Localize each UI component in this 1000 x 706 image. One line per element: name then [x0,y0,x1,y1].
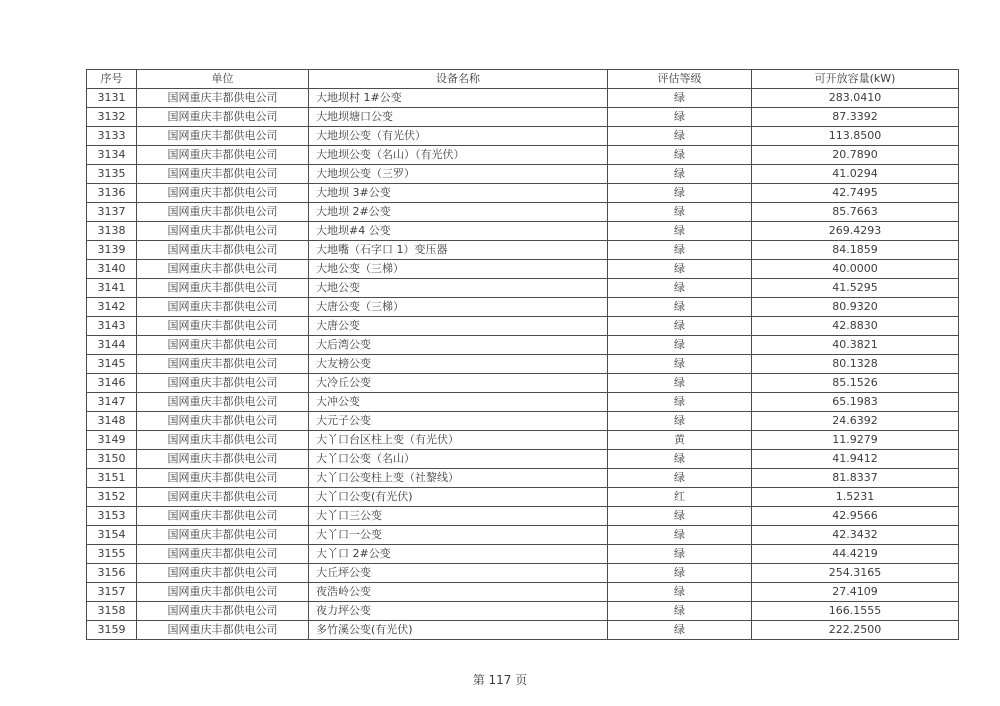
table-row [87,507,959,526]
cell-unit: 国网重庆丰都供电公司 [137,564,309,583]
cell-serial: 3142 [87,298,137,317]
cell-unit: 国网重庆丰都供电公司 [137,203,309,222]
cell-serial: 3148 [87,412,137,431]
cell-serial: 3150 [87,450,137,469]
cell-device-name: 大丫口 2#公变 [309,545,608,564]
cell-unit: 国网重庆丰都供电公司 [137,355,309,374]
cell-device-name: 大地坝村 1#公变 [309,89,608,108]
cell-capacity: 65.1983 [752,393,959,412]
cell-serial: 3141 [87,279,137,298]
cell-grade: 绿 [608,621,752,640]
table-row [87,355,959,374]
cell-serial: 3135 [87,165,137,184]
cell-grade: 绿 [608,355,752,374]
table-row [87,336,959,355]
cell-serial: 3143 [87,317,137,336]
cell-grade: 绿 [608,393,752,412]
column-header-capacity: 可开放容量(kW) [752,70,959,89]
cell-unit: 国网重庆丰都供电公司 [137,89,309,108]
cell-grade: 绿 [608,146,752,165]
cell-capacity: 42.8830 [752,317,959,336]
cell-serial: 3146 [87,374,137,393]
cell-device-name: 大丘坪公变 [309,564,608,583]
cell-grade: 绿 [608,89,752,108]
cell-unit: 国网重庆丰都供电公司 [137,165,309,184]
cell-unit: 国网重庆丰都供电公司 [137,488,309,507]
cell-device-name: 大地坝公变（三罗） [309,165,608,184]
cell-device-name: 大冷丘公变 [309,374,608,393]
cell-grade: 绿 [608,602,752,621]
cell-device-name: 大地坝 2#公变 [309,203,608,222]
cell-grade: 绿 [608,317,752,336]
cell-unit: 国网重庆丰都供电公司 [137,146,309,165]
cell-device-name: 大元子公变 [309,412,608,431]
table-row [87,564,959,583]
cell-unit: 国网重庆丰都供电公司 [137,450,309,469]
cell-grade: 绿 [608,222,752,241]
cell-grade: 绿 [608,203,752,222]
cell-serial: 3159 [87,621,137,640]
cell-device-name: 夜浩岭公变 [309,583,608,602]
column-header-grade: 评估等级 [608,70,752,89]
table-row [87,203,959,222]
table-row [87,374,959,393]
cell-grade: 绿 [608,583,752,602]
table-row [87,469,959,488]
cell-unit: 国网重庆丰都供电公司 [137,507,309,526]
cell-capacity: 20.7890 [752,146,959,165]
cell-capacity: 27.4109 [752,583,959,602]
cell-serial: 3149 [87,431,137,450]
cell-serial: 3136 [87,184,137,203]
cell-capacity: 42.3432 [752,526,959,545]
cell-unit: 国网重庆丰都供电公司 [137,602,309,621]
table-row [87,526,959,545]
cell-grade: 绿 [608,184,752,203]
cell-unit: 国网重庆丰都供电公司 [137,298,309,317]
cell-device-name: 大丫口公变（名山） [309,450,608,469]
cell-grade: 红 [608,488,752,507]
cell-device-name: 大地坝#4 公变 [309,222,608,241]
table-row [87,241,959,260]
table-row [87,89,959,108]
cell-unit: 国网重庆丰都供电公司 [137,374,309,393]
cell-serial: 3154 [87,526,137,545]
cell-capacity: 80.9320 [752,298,959,317]
table-row [87,602,959,621]
table-row [87,412,959,431]
cell-capacity: 41.0294 [752,165,959,184]
cell-device-name: 大冲公变 [309,393,608,412]
cell-device-name: 多竹溪公变(有光伏) [309,621,608,640]
cell-capacity: 113.8500 [752,127,959,146]
cell-serial: 3139 [87,241,137,260]
cell-grade: 绿 [608,241,752,260]
cell-device-name: 大地公变（三梯） [309,260,608,279]
cell-unit: 国网重庆丰都供电公司 [137,431,309,450]
cell-unit: 国网重庆丰都供电公司 [137,393,309,412]
table-row [87,108,959,127]
cell-capacity: 80.1328 [752,355,959,374]
cell-grade: 绿 [608,526,752,545]
cell-device-name: 大唐公变 [309,317,608,336]
cell-serial: 3140 [87,260,137,279]
cell-serial: 3152 [87,488,137,507]
cell-grade: 绿 [608,469,752,488]
cell-grade: 绿 [608,108,752,127]
cell-unit: 国网重庆丰都供电公司 [137,127,309,146]
table-row [87,165,959,184]
cell-device-name: 大地嘴（石字口 1）变压器 [309,241,608,260]
table-row [87,450,959,469]
cell-capacity: 283.0410 [752,89,959,108]
cell-grade: 绿 [608,260,752,279]
cell-grade: 绿 [608,127,752,146]
cell-unit: 国网重庆丰都供电公司 [137,279,309,298]
cell-grade: 绿 [608,564,752,583]
table-row [87,260,959,279]
cell-capacity: 42.7495 [752,184,959,203]
cell-capacity: 269.4293 [752,222,959,241]
cell-serial: 3144 [87,336,137,355]
cell-device-name: 大地坝 3#公变 [309,184,608,203]
cell-serial: 3151 [87,469,137,488]
cell-capacity: 85.7663 [752,203,959,222]
cell-capacity: 81.8337 [752,469,959,488]
cell-unit: 国网重庆丰都供电公司 [137,241,309,260]
cell-serial: 3132 [87,108,137,127]
cell-grade: 绿 [608,412,752,431]
cell-capacity: 254.3165 [752,564,959,583]
cell-capacity: 42.9566 [752,507,959,526]
cell-unit: 国网重庆丰都供电公司 [137,526,309,545]
cell-capacity: 1.5231 [752,488,959,507]
cell-serial: 3138 [87,222,137,241]
table-row [87,431,959,450]
cell-capacity: 44.4219 [752,545,959,564]
cell-device-name: 大唐公变（三梯） [309,298,608,317]
table-row [87,146,959,165]
table-row [87,222,959,241]
cell-serial: 3131 [87,89,137,108]
cell-serial: 3133 [87,127,137,146]
cell-grade: 绿 [608,507,752,526]
cell-capacity: 40.0000 [752,260,959,279]
cell-device-name: 大丫口公变(有光伏) [309,488,608,507]
table-row [87,621,959,640]
cell-capacity: 41.5295 [752,279,959,298]
cell-device-name: 大丫口公变柱上变（社黎线） [309,469,608,488]
cell-capacity: 166.1555 [752,602,959,621]
cell-device-name: 大丫口三公变 [309,507,608,526]
table-row [87,393,959,412]
cell-device-name: 大丫口台区柱上变（有光伏） [309,431,608,450]
cell-grade: 绿 [608,279,752,298]
cell-grade: 绿 [608,165,752,184]
table-row [87,298,959,317]
cell-capacity: 84.1859 [752,241,959,260]
cell-unit: 国网重庆丰都供电公司 [137,317,309,336]
cell-unit: 国网重庆丰都供电公司 [137,336,309,355]
cell-unit: 国网重庆丰都供电公司 [137,412,309,431]
cell-capacity: 41.9412 [752,450,959,469]
column-header-serial: 序号 [87,70,137,89]
cell-serial: 3145 [87,355,137,374]
table-row [87,317,959,336]
cell-grade: 黄 [608,431,752,450]
cell-capacity: 40.3821 [752,336,959,355]
cell-device-name: 大地坝塘口公变 [309,108,608,127]
cell-serial: 3147 [87,393,137,412]
cell-unit: 国网重庆丰都供电公司 [137,469,309,488]
cell-serial: 3134 [87,146,137,165]
cell-capacity: 24.6392 [752,412,959,431]
table-row [87,488,959,507]
column-header-unit: 单位 [137,70,309,89]
table-row [87,545,959,564]
cell-grade: 绿 [608,298,752,317]
cell-device-name: 大友榜公变 [309,355,608,374]
cell-serial: 3158 [87,602,137,621]
cell-device-name: 大地坝公变（有光伏） [309,127,608,146]
table-row [87,279,959,298]
cell-unit: 国网重庆丰都供电公司 [137,583,309,602]
cell-serial: 3153 [87,507,137,526]
table-header-row [87,70,959,89]
cell-unit: 国网重庆丰都供电公司 [137,222,309,241]
page-number: 第 117 页 [472,673,528,687]
cell-device-name: 大丫口一公变 [309,526,608,545]
cell-device-name: 夜力坪公变 [309,602,608,621]
cell-serial: 3156 [87,564,137,583]
cell-grade: 绿 [608,545,752,564]
table-row [87,127,959,146]
cell-device-name: 大地公变 [309,279,608,298]
cell-serial: 3157 [87,583,137,602]
cell-device-name: 大地坝公变（名山）（有光伏） [309,146,608,165]
cell-serial: 3137 [87,203,137,222]
cell-unit: 国网重庆丰都供电公司 [137,108,309,127]
cell-grade: 绿 [608,374,752,393]
table-row [87,583,959,602]
cell-grade: 绿 [608,336,752,355]
cell-unit: 国网重庆丰都供电公司 [137,184,309,203]
table-row [87,184,959,203]
cell-device-name: 大后湾公变 [309,336,608,355]
capacity-table [86,69,959,640]
cell-capacity: 85.1526 [752,374,959,393]
column-header-device: 设备名称 [309,70,608,89]
cell-serial: 3155 [87,545,137,564]
table-body [87,89,959,640]
cell-unit: 国网重庆丰都供电公司 [137,621,309,640]
cell-unit: 国网重庆丰都供电公司 [137,545,309,564]
cell-unit: 国网重庆丰都供电公司 [137,260,309,279]
cell-capacity: 11.9279 [752,431,959,450]
cell-capacity: 222.2500 [752,621,959,640]
cell-grade: 绿 [608,450,752,469]
cell-capacity: 87.3392 [752,108,959,127]
